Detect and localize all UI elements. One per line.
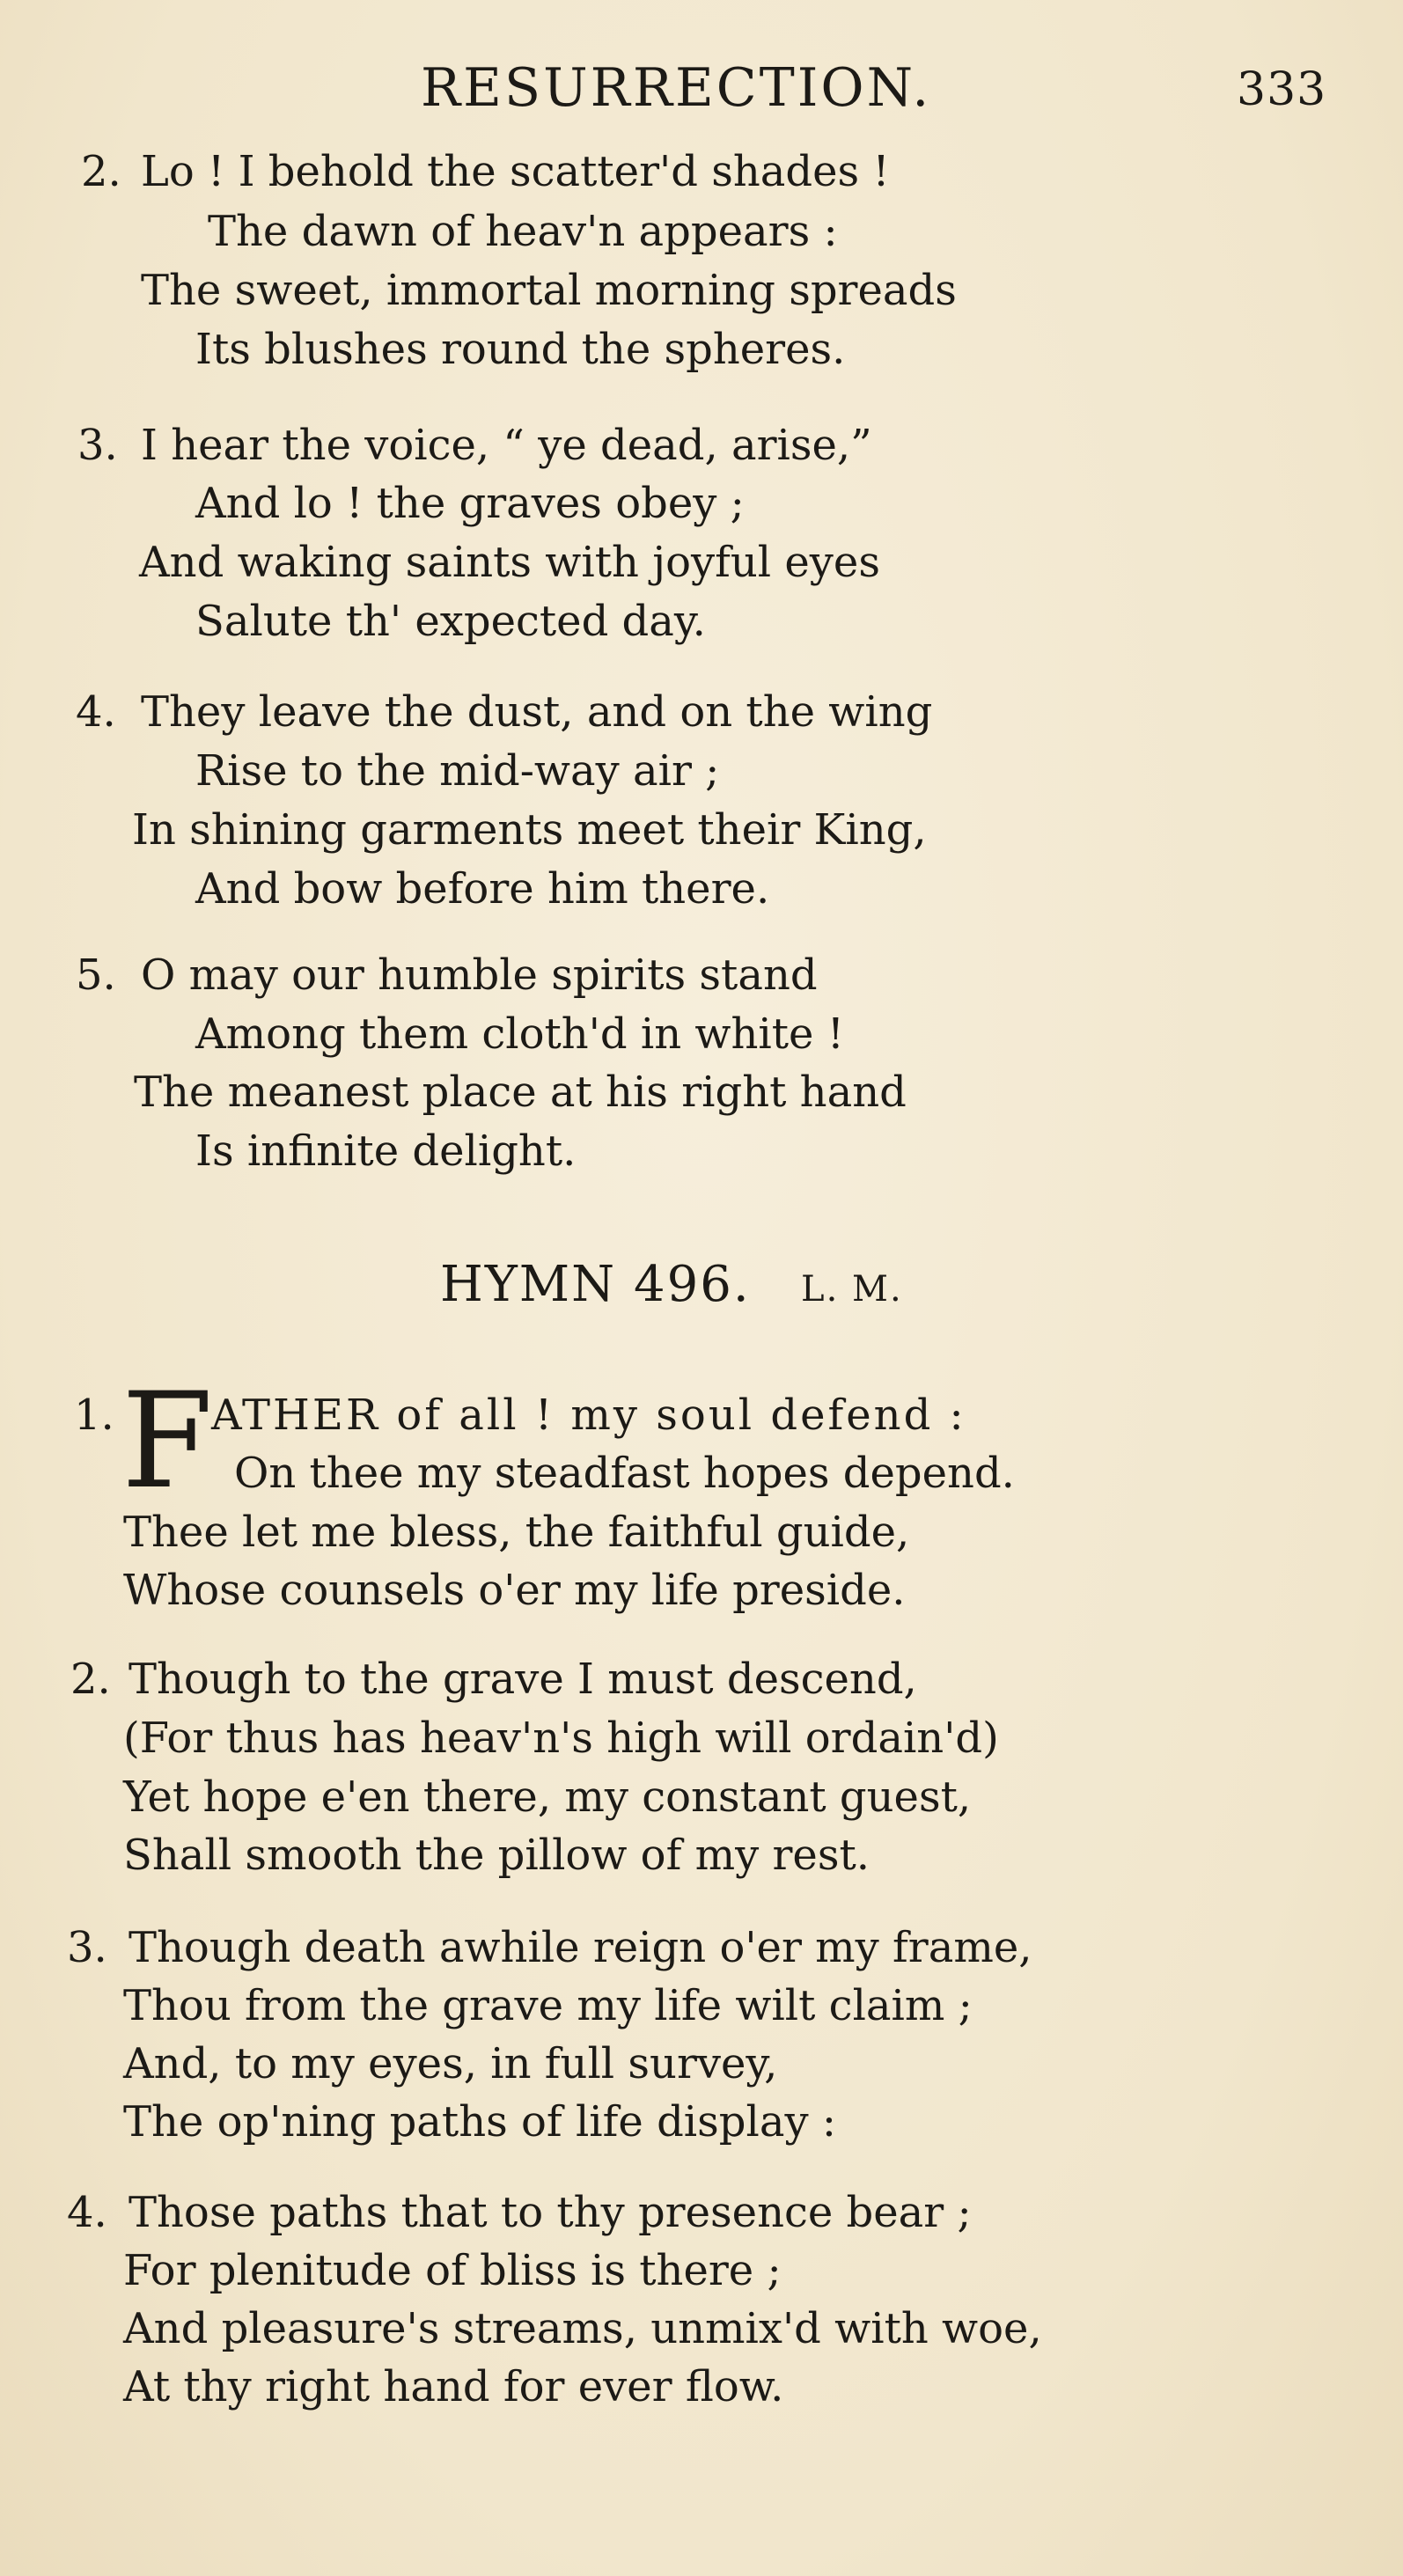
drop-cap: F	[121, 1365, 214, 1518]
stanza-line: In shining garments meet their King,	[132, 805, 927, 855]
stanza-line: Yet hope e'en there, my constant guest,	[123, 1772, 972, 1822]
stanza-number: 3.	[67, 1923, 107, 1972]
stanza-line: Those paths that to thy presence bear ;	[129, 2188, 972, 2237]
stanza-line: On thee my steadfast hopes depend.	[234, 1449, 1015, 1498]
stanza-line: Lo ! I behold the scatter'd shades !	[141, 147, 890, 196]
stanza-line: Is infinite delight.	[195, 1127, 577, 1176]
stanza-line: Salute th' expected day.	[195, 597, 706, 646]
stanza-line: Though death awhile reign o'er my frame,	[129, 1923, 1032, 1972]
stanza-line: Rise to the mid-way air ;	[195, 746, 720, 796]
stanza-number: 3.	[77, 421, 118, 470]
stanza-line: Among them cloth'd in white !	[195, 1009, 844, 1059]
stanza-number: 4.	[67, 2188, 107, 2237]
stanza-line: The meanest place at his right hand	[134, 1068, 907, 1117]
running-title: RESURRECTION.	[421, 57, 932, 119]
hymn-heading	[0, 1250, 1403, 1320]
stanza-line: And lo ! the graves obey ;	[195, 479, 745, 528]
hymn-meter: L. M.	[801, 1269, 903, 1310]
hymn-title: HYMN 496.	[440, 1256, 751, 1313]
stanza-line: And bow before him there.	[195, 864, 770, 914]
stanza-line: And waking saints with joyful eyes	[139, 538, 880, 587]
stanza-line: Whose counsels o'er my life preside.	[123, 1566, 906, 1615]
stanza-number: 4.	[76, 687, 116, 737]
stanza-line: And, to my eyes, in full survey,	[123, 2039, 778, 2088]
stanza-line: Thee let me bless, the faithful guide,	[123, 1508, 910, 1557]
stanza-line: At thy right hand for ever flow.	[123, 2362, 784, 2411]
stanza-number: 1.	[74, 1391, 114, 1440]
running-head	[0, 53, 1403, 123]
stanza-line: The dawn of heav'n appears :	[208, 207, 838, 256]
stanza-line: And pleasure's streams, unmix'd with woe,	[123, 2304, 1042, 2353]
stanza-line: I hear the voice, “ ye dead, arise,”	[141, 421, 872, 470]
stanza-line: For plenitude of bliss is there ;	[123, 2246, 782, 2295]
stanza-line: O may our humble spirits stand	[141, 950, 818, 1000]
stanza-line: Shall smooth the pillow of my rest.	[123, 1831, 870, 1880]
stanza-number: 5.	[76, 950, 116, 1000]
stanza-line: ATHER of all ! my soul defend :	[211, 1391, 966, 1440]
stanza-line: The op'ning paths of life display :	[123, 2097, 837, 2147]
stanza-number: 2.	[70, 1655, 111, 1704]
stanza-line: They leave the dust, and on the wing	[141, 687, 933, 737]
stanza-number: 2.	[81, 147, 121, 196]
stanza-line: Its blushes round the spheres.	[195, 325, 846, 374]
stanza-line: Though to the grave I must descend,	[129, 1655, 917, 1704]
stanza-line: Thou from the grave my life wilt claim ;	[123, 1981, 973, 2030]
stanza-line: The sweet, immortal morning spreads	[141, 266, 957, 315]
page-number: 333	[1237, 63, 1327, 116]
stanza-line: (For thus has heav'n's high will ordain'd)	[123, 1714, 999, 1763]
